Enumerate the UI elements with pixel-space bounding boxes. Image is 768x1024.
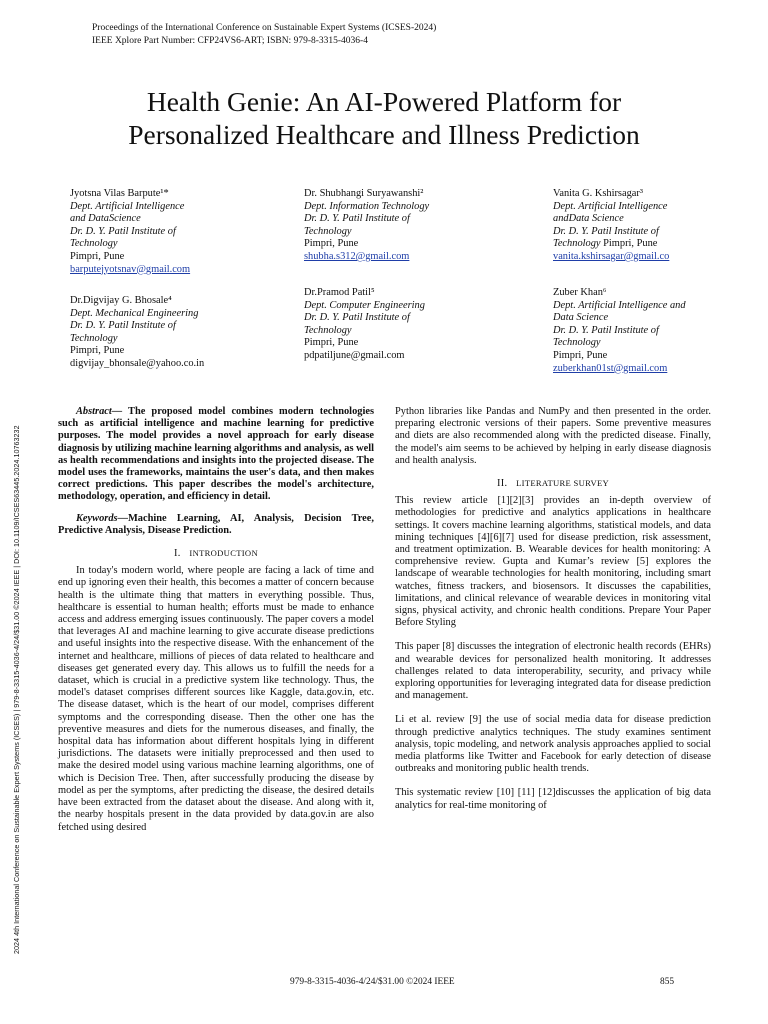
author-dept: Data Science	[553, 312, 609, 324]
author-location: Pimpri, Pune	[70, 250, 125, 262]
author-name: Dr.Pramod Patil⁵	[304, 287, 375, 298]
conference-header	[92, 22, 436, 48]
author-institute: Dr. D. Y. Patil Institute of	[304, 312, 410, 324]
author-block-2	[304, 188, 504, 264]
author-dept: Dept. Mechanical Engineering	[70, 307, 199, 319]
author-email: pdpatiljune@gmail.com	[304, 349, 405, 361]
section-number: II.	[496, 478, 508, 490]
keywords-label: Keywords—	[76, 512, 128, 524]
author-location: Pimpri, Pune	[304, 238, 359, 250]
author-institute: Technology	[304, 225, 352, 237]
abstract-text: The proposed model combines modern technologies such as artificial intelligence and machine learning for predictive purposes. The model provides a novel approach for early disease diagnosis by utilizing machine learning algorithms and analysis, as well as health recommendations and insights into the projected disease. The model uses the frameworks, maintains the user's data, and then makes correct predictions. This paper describes the model's architecture, methodology, operation, and efficiency in detail.	[58, 406, 374, 503]
keywords	[58, 513, 374, 537]
abstract	[58, 406, 374, 504]
author-institute: Dr. D. Y. Patil Institute of	[70, 320, 176, 332]
header-line-2: IEEE Xplore Part Number: CFP24VS6-ART; ISBN: 979-8-3315-4036-4	[92, 36, 368, 46]
author-email-link[interactable]: shubha.s312@gmail.com	[304, 250, 410, 262]
header-line-1: Proceedings of the International Conference on Sustainable Expert Systems (ICSES-2024)	[92, 23, 437, 33]
page-number: 855	[660, 977, 675, 987]
section-number: I.	[174, 548, 181, 560]
author-institute-location	[553, 238, 753, 251]
author-institute: Dr. D. Y. Patil Institute of	[553, 225, 659, 237]
section-title: LITERATURE SURVEY	[516, 478, 610, 489]
literature-paragraph: This review article [1][2][3] provides an in-depth overview of methodologies for predictive and analytics applications in healthcare settings. It covers machine learning algorithms, statistical models, and data mining techniques [4][6][7] used for disease prediction, risk assessment, and treatment optimization. B. Wearable devices for health monitoring: A comprehensive review. Gupta and Kumar’s review [5] explores the landscape of wearable technologies for health monitoring, including smart watches, fitness trackers, and biosensors. It discusses the capabilities, limitations, and clinical relevance of wearable devices in monitoring vital signs, physical activity, and chronic health conditions. Prepare Your Paper Before Styling	[395, 495, 711, 629]
author-institute: Technology	[553, 337, 601, 349]
intro-continuation: Python libraries like Pandas and NumPy and then presented in the order. preparing electronic versions of their papers. Some preventive measures and diets are also recommended along with the predicted disease. Finally, the model's aim seems to be achieved by helping in early disease diagnosis and health analysis.	[395, 406, 711, 466]
right-column	[395, 406, 711, 812]
author-block-3	[553, 188, 753, 264]
author-dept: Dept. Artificial Intelligence and	[553, 299, 686, 311]
title-line-1: Health Genie: An AI-Powered Platform for	[146, 86, 622, 117]
author-block-6	[553, 287, 753, 375]
author-institute: Technology	[70, 332, 118, 344]
doi-sidebar: 2024 4th International Conference on Sustainable Expert Systems (ICSES) | 979-8-3315-4036-4/24/$31.00 ©2024 IEEE | DOI: 10.1109/ICSES63445.2024.10763232	[12, 425, 21, 954]
author-block-4	[70, 295, 270, 371]
author-dept: and DataScience	[70, 213, 141, 225]
author-dept: Dept. Artificial Intelligence	[70, 200, 185, 212]
author-dept: Dept. Computer Engineering	[304, 299, 425, 311]
author-institute: Technology	[553, 238, 601, 250]
author-name: Jyotsna Vilas Barpute¹*	[70, 188, 169, 199]
author-dept: andData Science	[553, 213, 624, 225]
author-name: Dr.Digvijay G. Bhosale⁴	[70, 295, 172, 306]
title-line-2: Personalized Healthcare and Illness Prediction	[128, 119, 640, 150]
author-name: Zuber Khan⁶	[553, 287, 607, 298]
author-email: digvijay_bhonsale@yahoo.co.in	[70, 357, 205, 369]
section-heading-introduction	[58, 547, 374, 560]
author-dept: Dept. Artificial Intelligence	[553, 200, 668, 212]
author-name: Vanita G. Kshirsagar³	[553, 188, 643, 199]
author-institute: Technology	[70, 238, 118, 250]
author-block-5	[304, 287, 504, 363]
author-institute: Dr. D. Y. Patil Institute of	[304, 213, 410, 225]
author-email-link[interactable]: barputejyotsnav@gmail.com	[70, 263, 191, 275]
author-location: Pimpri, Pune	[553, 349, 608, 361]
left-column	[58, 406, 374, 834]
author-dept: Dept. Information Technology	[304, 200, 430, 212]
keywords-text: Machine Learning, AI, Analysis, Decision Tree, Predictive Analysis, Disease Prediction.	[58, 512, 374, 536]
author-email-link[interactable]: vanita.kshirsagar@gmail.co	[553, 250, 670, 262]
author-name: Dr. Shubhangi Suryawanshi²	[304, 188, 424, 199]
author-location: Pimpri, Pune	[70, 345, 125, 357]
author-block-1	[70, 188, 270, 276]
literature-paragraph: This systematic review [10] [11] [12]discusses the application of big data analytics for real-time monitoring of	[395, 787, 711, 811]
author-email-link[interactable]: zuberkhan01st@gmail.com	[553, 362, 668, 374]
author-institute: Technology	[304, 324, 352, 336]
section-title: INTRODUCTION	[189, 548, 258, 559]
author-institute: Dr. D. Y. Patil Institute of	[553, 324, 659, 336]
author-location: Pimpri, Pune	[304, 337, 359, 349]
literature-paragraph: This paper [8] discusses the integration of electronic health records (EHRs) and wearable devices for personalized health monitoring. It addresses challenges related to data interoperability, security, and privacy while exploring opportunities for leveraging integrated data for disease prediction and management.	[395, 641, 711, 702]
footer-copyright: 979-8-3315-4036-4/24/$31.00 ©2024 IEEE	[290, 977, 455, 987]
author-location: Pimpri, Pune	[600, 238, 658, 250]
intro-paragraph: In today's modern world, where people are facing a lack of time and end up ignoring even their health, this becomes a matter of concern because health is the ultimate thing that matters in everything possible. Thus, healthcare is essential to human health; efforts must be made to enhance access and address emerging issues continuously. The paper covers a model that leverages AI and machine learning to give accurate disease predictions and useful insights into the respective disease. With the enhancement of the internet and healthcare, millions of pieces of data related to healthcare and diseases get generated every day. This allows us to fulfill the needs for a dataset, which is crucial in a predictive system like technology. Thus, the model's dataset comprises different sources like Kaggle, data.gov.in, etc. The disease dataset, which is the heart of our model, comprises different symptoms and the corresponding disease. Then the other one has the preventive measures and diets for the numerous diseases, and finally, the hospital data has information about different hospitals lying in different jurisdictions. The datasets were initially preprocessed and then used to make the desired model using various machine learning algorithms, one of which is Decision Tree. Then, after successfully producing the disease by model as per the symptoms, after predicting the disease, the desired details have been extracted from the dataset about the disease. And along with it, the nearby hospitals present in the data provided by data.gov.in are also fetched using desired	[58, 565, 374, 833]
paper-title	[40, 85, 728, 151]
literature-paragraph: Li et al. review [9] the use of social media data for disease prediction through predictive analytics techniques. The study examines sentiment analysis, topic modeling, and network analysis approaches applied to social media platforms like Twitter and Facebook for early detection of disease outbreaks and monitoring public health trends.	[395, 714, 711, 775]
author-institute: Dr. D. Y. Patil Institute of	[70, 225, 176, 237]
abstract-label: Abstract—	[76, 406, 123, 417]
section-heading-literature-survey	[395, 477, 711, 490]
